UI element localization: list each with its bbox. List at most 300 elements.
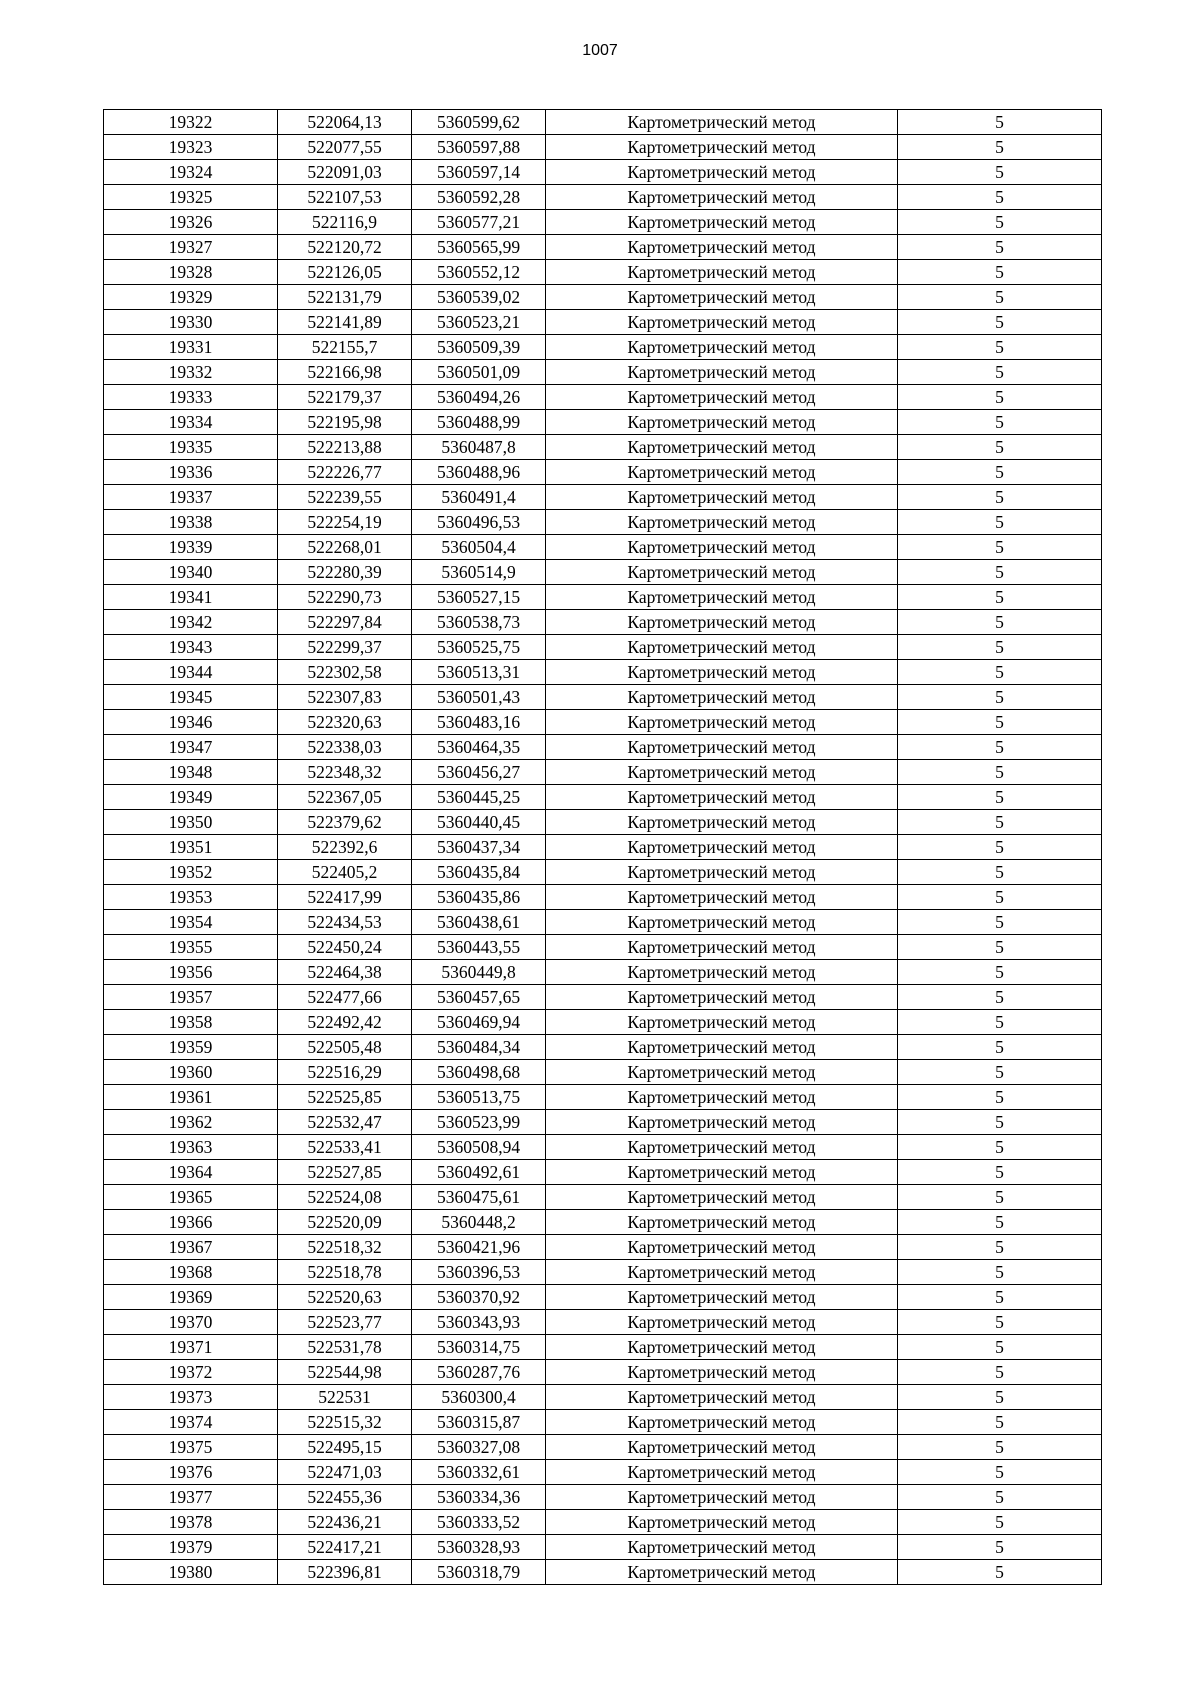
y-coordinate-cell: 5360328,93	[412, 1535, 546, 1560]
y-coordinate-cell: 5360498,68	[412, 1060, 546, 1085]
method-cell: Картометрический метод	[546, 1410, 898, 1435]
method-cell: Картометрический метод	[546, 135, 898, 160]
y-coordinate-cell: 5360599,62	[412, 110, 546, 135]
accuracy-cell: 5	[898, 1285, 1102, 1310]
method-cell: Картометрический метод	[546, 1235, 898, 1260]
point-number-cell: 19329	[104, 285, 278, 310]
table-row	[104, 260, 1102, 285]
x-coordinate-cell: 522280,39	[278, 560, 412, 585]
accuracy-cell: 5	[898, 1135, 1102, 1160]
point-number-cell: 19330	[104, 310, 278, 335]
accuracy-cell: 5	[898, 1460, 1102, 1485]
accuracy-cell: 5	[898, 160, 1102, 185]
point-number-cell: 19339	[104, 535, 278, 560]
y-coordinate-cell: 5360523,99	[412, 1110, 546, 1135]
accuracy-cell: 5	[898, 1310, 1102, 1335]
table-row	[104, 1160, 1102, 1185]
method-cell: Картометрический метод	[546, 335, 898, 360]
method-cell: Картометрический метод	[546, 710, 898, 735]
accuracy-cell: 5	[898, 1535, 1102, 1560]
method-cell: Картометрический метод	[546, 760, 898, 785]
accuracy-cell: 5	[898, 1410, 1102, 1435]
method-cell: Картометрический метод	[546, 1385, 898, 1410]
method-cell: Картометрический метод	[546, 585, 898, 610]
method-cell: Картометрический метод	[546, 360, 898, 385]
point-number-cell: 19374	[104, 1410, 278, 1435]
x-coordinate-cell: 522297,84	[278, 610, 412, 635]
method-cell: Картометрический метод	[546, 1335, 898, 1360]
point-number-cell: 19378	[104, 1510, 278, 1535]
x-coordinate-cell: 522302,58	[278, 660, 412, 685]
table-row	[104, 885, 1102, 910]
point-number-cell: 19371	[104, 1335, 278, 1360]
x-coordinate-cell: 522213,88	[278, 435, 412, 460]
method-cell: Картометрический метод	[546, 685, 898, 710]
point-number-cell: 19350	[104, 810, 278, 835]
table-row	[104, 635, 1102, 660]
accuracy-cell: 5	[898, 435, 1102, 460]
accuracy-cell: 5	[898, 760, 1102, 785]
y-coordinate-cell: 5360523,21	[412, 310, 546, 335]
accuracy-cell: 5	[898, 210, 1102, 235]
method-cell: Картометрический метод	[546, 535, 898, 560]
table-row	[104, 1085, 1102, 1110]
point-number-cell: 19366	[104, 1210, 278, 1235]
table-row	[104, 560, 1102, 585]
accuracy-cell: 5	[898, 1335, 1102, 1360]
point-number-cell: 19323	[104, 135, 278, 160]
y-coordinate-cell: 5360327,08	[412, 1435, 546, 1460]
accuracy-cell: 5	[898, 710, 1102, 735]
point-number-cell: 19362	[104, 1110, 278, 1135]
x-coordinate-cell: 522520,63	[278, 1285, 412, 1310]
table-row	[104, 535, 1102, 560]
accuracy-cell: 5	[898, 535, 1102, 560]
x-coordinate-cell: 522505,48	[278, 1035, 412, 1060]
accuracy-cell: 5	[898, 560, 1102, 585]
method-cell: Картометрический метод	[546, 410, 898, 435]
point-number-cell: 19357	[104, 985, 278, 1010]
x-coordinate-cell: 522179,37	[278, 385, 412, 410]
y-coordinate-cell: 5360287,76	[412, 1360, 546, 1385]
method-cell: Картометрический метод	[546, 1260, 898, 1285]
y-coordinate-cell: 5360440,45	[412, 810, 546, 835]
y-coordinate-cell: 5360492,61	[412, 1160, 546, 1185]
table-row	[104, 360, 1102, 385]
method-cell: Картометрический метод	[546, 1560, 898, 1585]
table-row	[104, 585, 1102, 610]
method-cell: Картометрический метод	[546, 510, 898, 535]
table-row	[104, 110, 1102, 135]
y-coordinate-cell: 5360445,25	[412, 785, 546, 810]
method-cell: Картометрический метод	[546, 810, 898, 835]
method-cell: Картометрический метод	[546, 735, 898, 760]
accuracy-cell: 5	[898, 935, 1102, 960]
x-coordinate-cell: 522226,77	[278, 460, 412, 485]
method-cell: Картометрический метод	[546, 460, 898, 485]
table-row	[104, 910, 1102, 935]
point-number-cell: 19368	[104, 1260, 278, 1285]
method-cell: Картометрический метод	[546, 985, 898, 1010]
y-coordinate-cell: 5360421,96	[412, 1235, 546, 1260]
point-number-cell: 19359	[104, 1035, 278, 1060]
x-coordinate-cell: 522307,83	[278, 685, 412, 710]
point-number-cell: 19377	[104, 1485, 278, 1510]
accuracy-cell: 5	[898, 810, 1102, 835]
method-cell: Картометрический метод	[546, 835, 898, 860]
x-coordinate-cell: 522396,81	[278, 1560, 412, 1585]
point-number-cell: 19341	[104, 585, 278, 610]
y-coordinate-cell: 5360577,21	[412, 210, 546, 235]
point-number-cell: 19380	[104, 1560, 278, 1585]
x-coordinate-cell: 522239,55	[278, 485, 412, 510]
point-number-cell: 19373	[104, 1385, 278, 1410]
x-coordinate-cell: 522527,85	[278, 1160, 412, 1185]
y-coordinate-cell: 5360315,87	[412, 1410, 546, 1435]
method-cell: Картометрический метод	[546, 635, 898, 660]
table-row	[104, 685, 1102, 710]
table-row	[104, 160, 1102, 185]
point-number-cell: 19367	[104, 1235, 278, 1260]
method-cell: Картометрический метод	[546, 960, 898, 985]
method-cell: Картометрический метод	[546, 1110, 898, 1135]
point-number-cell: 19328	[104, 260, 278, 285]
table-row	[104, 1285, 1102, 1310]
x-coordinate-cell: 522520,09	[278, 1210, 412, 1235]
method-cell: Картометрический метод	[546, 210, 898, 235]
x-coordinate-cell: 522531	[278, 1385, 412, 1410]
y-coordinate-cell: 5360464,35	[412, 735, 546, 760]
accuracy-cell: 5	[898, 510, 1102, 535]
point-number-cell: 19347	[104, 735, 278, 760]
coordinates-table-body	[104, 110, 1102, 1585]
method-cell: Картометрический метод	[546, 1010, 898, 1035]
point-number-cell: 19372	[104, 1360, 278, 1385]
accuracy-cell: 5	[898, 1110, 1102, 1135]
point-number-cell: 19352	[104, 860, 278, 885]
point-number-cell: 19379	[104, 1535, 278, 1560]
x-coordinate-cell: 522392,6	[278, 835, 412, 860]
accuracy-cell: 5	[898, 185, 1102, 210]
point-number-cell: 19353	[104, 885, 278, 910]
y-coordinate-cell: 5360334,36	[412, 1485, 546, 1510]
accuracy-cell: 5	[898, 585, 1102, 610]
accuracy-cell: 5	[898, 1560, 1102, 1585]
x-coordinate-cell: 522107,53	[278, 185, 412, 210]
y-coordinate-cell: 5360484,34	[412, 1035, 546, 1060]
point-number-cell: 19325	[104, 185, 278, 210]
method-cell: Картометрический метод	[546, 1510, 898, 1535]
point-number-cell: 19363	[104, 1135, 278, 1160]
x-coordinate-cell: 522518,78	[278, 1260, 412, 1285]
table-row	[104, 385, 1102, 410]
method-cell: Картометрический метод	[546, 1310, 898, 1335]
accuracy-cell: 5	[898, 960, 1102, 985]
y-coordinate-cell: 5360494,26	[412, 385, 546, 410]
accuracy-cell: 5	[898, 1210, 1102, 1235]
x-coordinate-cell: 522523,77	[278, 1310, 412, 1335]
method-cell: Картометрический метод	[546, 160, 898, 185]
accuracy-cell: 5	[898, 1060, 1102, 1085]
x-coordinate-cell: 522477,66	[278, 985, 412, 1010]
method-cell: Картометрический метод	[546, 1485, 898, 1510]
accuracy-cell: 5	[898, 635, 1102, 660]
y-coordinate-cell: 5360487,8	[412, 435, 546, 460]
table-row	[104, 1410, 1102, 1435]
x-coordinate-cell: 522524,08	[278, 1185, 412, 1210]
accuracy-cell: 5	[898, 460, 1102, 485]
y-coordinate-cell: 5360488,96	[412, 460, 546, 485]
point-number-cell: 19360	[104, 1060, 278, 1085]
y-coordinate-cell: 5360437,34	[412, 835, 546, 860]
x-coordinate-cell: 522166,98	[278, 360, 412, 385]
x-coordinate-cell: 522450,24	[278, 935, 412, 960]
point-number-cell: 19333	[104, 385, 278, 410]
point-number-cell: 19375	[104, 1435, 278, 1460]
accuracy-cell: 5	[898, 785, 1102, 810]
accuracy-cell: 5	[898, 410, 1102, 435]
table-row	[104, 1010, 1102, 1035]
accuracy-cell: 5	[898, 660, 1102, 685]
point-number-cell: 19343	[104, 635, 278, 660]
accuracy-cell: 5	[898, 1035, 1102, 1060]
y-coordinate-cell: 5360456,27	[412, 760, 546, 785]
table-row	[104, 410, 1102, 435]
accuracy-cell: 5	[898, 1510, 1102, 1535]
accuracy-cell: 5	[898, 1160, 1102, 1185]
y-coordinate-cell: 5360513,75	[412, 1085, 546, 1110]
accuracy-cell: 5	[898, 985, 1102, 1010]
point-number-cell: 19351	[104, 835, 278, 860]
x-coordinate-cell: 522417,21	[278, 1535, 412, 1560]
x-coordinate-cell: 522515,32	[278, 1410, 412, 1435]
method-cell: Картометрический метод	[546, 1135, 898, 1160]
y-coordinate-cell: 5360508,94	[412, 1135, 546, 1160]
x-coordinate-cell: 522290,73	[278, 585, 412, 610]
method-cell: Картометрический метод	[546, 860, 898, 885]
y-coordinate-cell: 5360448,2	[412, 1210, 546, 1235]
method-cell: Картометрический метод	[546, 1285, 898, 1310]
method-cell: Картометрический метод	[546, 310, 898, 335]
table-row	[104, 710, 1102, 735]
x-coordinate-cell: 522518,32	[278, 1235, 412, 1260]
table-row	[104, 1235, 1102, 1260]
table-row	[104, 785, 1102, 810]
table-row	[104, 1435, 1102, 1460]
x-coordinate-cell: 522268,01	[278, 535, 412, 560]
y-coordinate-cell: 5360314,75	[412, 1335, 546, 1360]
y-coordinate-cell: 5360592,28	[412, 185, 546, 210]
accuracy-cell: 5	[898, 260, 1102, 285]
y-coordinate-cell: 5360443,55	[412, 935, 546, 960]
x-coordinate-cell: 522434,53	[278, 910, 412, 935]
accuracy-cell: 5	[898, 1435, 1102, 1460]
x-coordinate-cell: 522379,62	[278, 810, 412, 835]
y-coordinate-cell: 5360597,88	[412, 135, 546, 160]
x-coordinate-cell: 522544,98	[278, 1360, 412, 1385]
point-number-cell: 19356	[104, 960, 278, 985]
table-row	[104, 810, 1102, 835]
method-cell: Картометрический метод	[546, 660, 898, 685]
accuracy-cell: 5	[898, 1185, 1102, 1210]
x-coordinate-cell: 522495,15	[278, 1435, 412, 1460]
point-number-cell: 19345	[104, 685, 278, 710]
table-row	[104, 1535, 1102, 1560]
method-cell: Картометрический метод	[546, 185, 898, 210]
table-row	[104, 310, 1102, 335]
method-cell: Картометрический метод	[546, 1085, 898, 1110]
table-row	[104, 1460, 1102, 1485]
x-coordinate-cell: 522525,85	[278, 1085, 412, 1110]
y-coordinate-cell: 5360318,79	[412, 1560, 546, 1585]
x-coordinate-cell: 522436,21	[278, 1510, 412, 1535]
point-number-cell: 19336	[104, 460, 278, 485]
point-number-cell: 19355	[104, 935, 278, 960]
x-coordinate-cell: 522064,13	[278, 110, 412, 135]
method-cell: Картометрический метод	[546, 485, 898, 510]
accuracy-cell: 5	[898, 1385, 1102, 1410]
table-row	[104, 1335, 1102, 1360]
method-cell: Картометрический метод	[546, 885, 898, 910]
point-number-cell: 19348	[104, 760, 278, 785]
accuracy-cell: 5	[898, 485, 1102, 510]
accuracy-cell: 5	[898, 135, 1102, 160]
y-coordinate-cell: 5360475,61	[412, 1185, 546, 1210]
x-coordinate-cell: 522195,98	[278, 410, 412, 435]
point-number-cell: 19349	[104, 785, 278, 810]
accuracy-cell: 5	[898, 310, 1102, 335]
x-coordinate-cell: 522464,38	[278, 960, 412, 985]
point-number-cell: 19370	[104, 1310, 278, 1335]
y-coordinate-cell: 5360332,61	[412, 1460, 546, 1485]
point-number-cell: 19369	[104, 1285, 278, 1310]
x-coordinate-cell: 522141,89	[278, 310, 412, 335]
table-row	[104, 835, 1102, 860]
method-cell: Картометрический метод	[546, 1035, 898, 1060]
accuracy-cell: 5	[898, 685, 1102, 710]
method-cell: Картометрический метод	[546, 260, 898, 285]
page-number: 1007	[582, 42, 618, 59]
point-number-cell: 19324	[104, 160, 278, 185]
table-row	[104, 1210, 1102, 1235]
y-coordinate-cell: 5360438,61	[412, 910, 546, 935]
x-coordinate-cell: 522338,03	[278, 735, 412, 760]
y-coordinate-cell: 5360539,02	[412, 285, 546, 310]
point-number-cell: 19327	[104, 235, 278, 260]
y-coordinate-cell: 5360597,14	[412, 160, 546, 185]
x-coordinate-cell: 522405,2	[278, 860, 412, 885]
y-coordinate-cell: 5360300,4	[412, 1385, 546, 1410]
point-number-cell: 19322	[104, 110, 278, 135]
method-cell: Картометрический метод	[546, 1060, 898, 1085]
y-coordinate-cell: 5360513,31	[412, 660, 546, 685]
point-number-cell: 19365	[104, 1185, 278, 1210]
y-coordinate-cell: 5360514,9	[412, 560, 546, 585]
point-number-cell: 19354	[104, 910, 278, 935]
accuracy-cell: 5	[898, 1360, 1102, 1385]
table-row	[104, 210, 1102, 235]
method-cell: Картометрический метод	[546, 235, 898, 260]
point-number-cell: 19340	[104, 560, 278, 585]
y-coordinate-cell: 5360488,99	[412, 410, 546, 435]
method-cell: Картометрический метод	[546, 935, 898, 960]
point-number-cell: 19358	[104, 1010, 278, 1035]
table-row	[104, 335, 1102, 360]
point-number-cell: 19344	[104, 660, 278, 685]
accuracy-cell: 5	[898, 860, 1102, 885]
y-coordinate-cell: 5360552,12	[412, 260, 546, 285]
accuracy-cell: 5	[898, 360, 1102, 385]
table-row	[104, 1035, 1102, 1060]
y-coordinate-cell: 5360483,16	[412, 710, 546, 735]
x-coordinate-cell: 522320,63	[278, 710, 412, 735]
table-row	[104, 1260, 1102, 1285]
x-coordinate-cell: 522492,42	[278, 1010, 412, 1035]
y-coordinate-cell: 5360343,93	[412, 1310, 546, 1335]
method-cell: Картометрический метод	[546, 1185, 898, 1210]
accuracy-cell: 5	[898, 385, 1102, 410]
x-coordinate-cell: 522348,32	[278, 760, 412, 785]
x-coordinate-cell: 522091,03	[278, 160, 412, 185]
y-coordinate-cell: 5360501,43	[412, 685, 546, 710]
y-coordinate-cell: 5360501,09	[412, 360, 546, 385]
x-coordinate-cell: 522120,72	[278, 235, 412, 260]
method-cell: Картометрический метод	[546, 1535, 898, 1560]
method-cell: Картометрический метод	[546, 110, 898, 135]
accuracy-cell: 5	[898, 235, 1102, 260]
x-coordinate-cell: 522516,29	[278, 1060, 412, 1085]
table-row	[104, 1360, 1102, 1385]
y-coordinate-cell: 5360435,84	[412, 860, 546, 885]
point-number-cell: 19364	[104, 1160, 278, 1185]
table-row	[104, 510, 1102, 535]
table-row	[104, 860, 1102, 885]
point-number-cell: 19326	[104, 210, 278, 235]
method-cell: Картометрический метод	[546, 910, 898, 935]
accuracy-cell: 5	[898, 285, 1102, 310]
x-coordinate-cell: 522417,99	[278, 885, 412, 910]
table-row	[104, 760, 1102, 785]
y-coordinate-cell: 5360449,8	[412, 960, 546, 985]
method-cell: Картометрический метод	[546, 285, 898, 310]
table-row	[104, 185, 1102, 210]
table-row	[104, 1185, 1102, 1210]
table-row	[104, 1510, 1102, 1535]
x-coordinate-cell: 522126,05	[278, 260, 412, 285]
point-number-cell: 19361	[104, 1085, 278, 1110]
accuracy-cell: 5	[898, 910, 1102, 935]
method-cell: Картометрический метод	[546, 1210, 898, 1235]
accuracy-cell: 5	[898, 1085, 1102, 1110]
x-coordinate-cell: 522471,03	[278, 1460, 412, 1485]
table-row	[104, 460, 1102, 485]
x-coordinate-cell: 522131,79	[278, 285, 412, 310]
accuracy-cell: 5	[898, 1260, 1102, 1285]
table-row	[104, 660, 1102, 685]
point-number-cell: 19335	[104, 435, 278, 460]
table-row	[104, 1110, 1102, 1135]
table-row	[104, 935, 1102, 960]
accuracy-cell: 5	[898, 110, 1102, 135]
y-coordinate-cell: 5360396,53	[412, 1260, 546, 1285]
table-row	[104, 1560, 1102, 1585]
coordinates-table	[103, 109, 1102, 1585]
accuracy-cell: 5	[898, 1235, 1102, 1260]
point-number-cell: 19346	[104, 710, 278, 735]
y-coordinate-cell: 5360370,92	[412, 1285, 546, 1310]
y-coordinate-cell: 5360457,65	[412, 985, 546, 1010]
x-coordinate-cell: 522116,9	[278, 210, 412, 235]
